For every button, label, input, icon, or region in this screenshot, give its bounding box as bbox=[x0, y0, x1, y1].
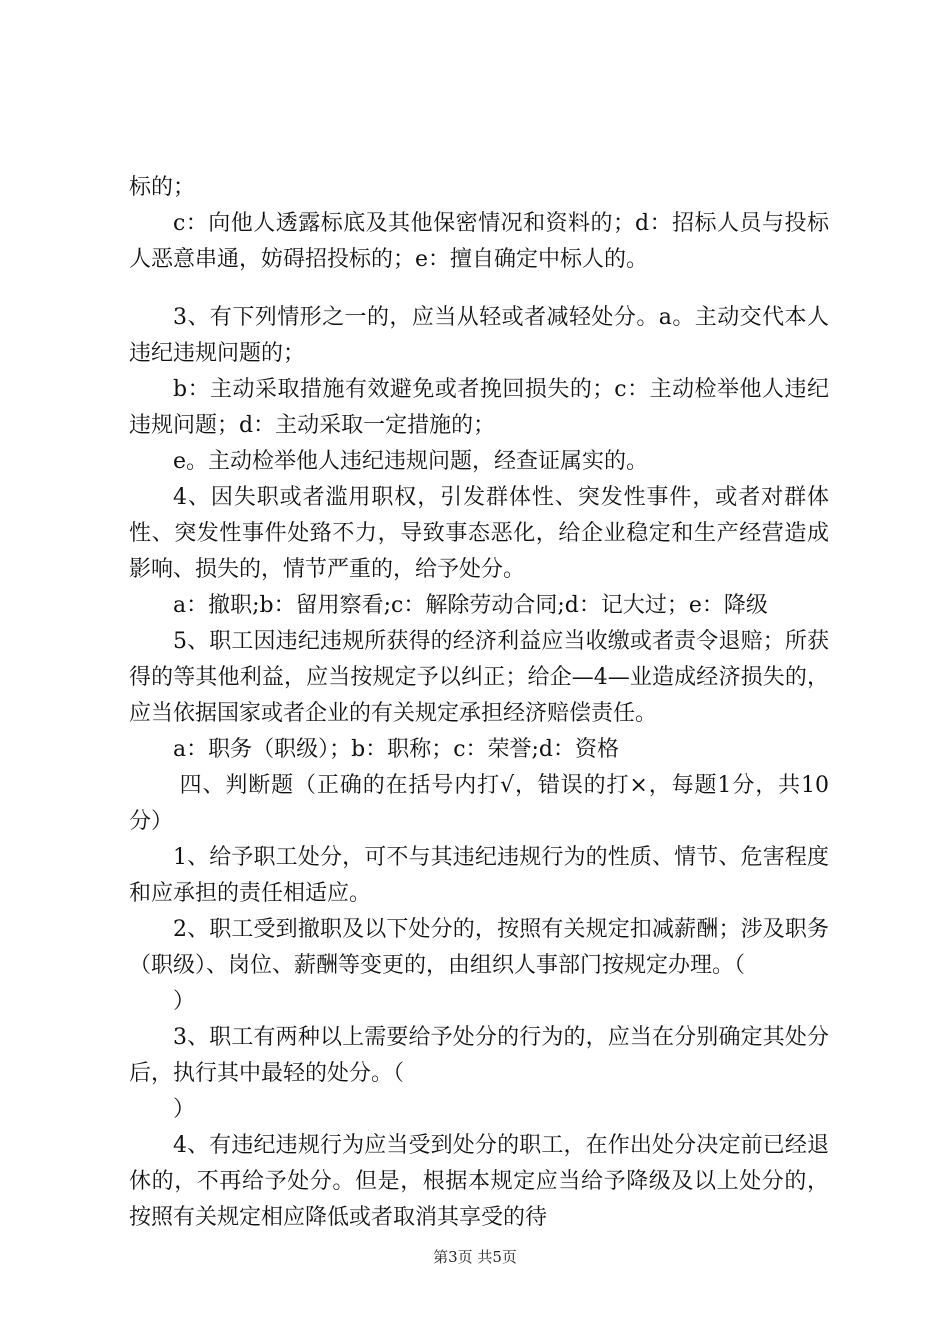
section-heading: 四、判断题（正确的在括号内打√，错误的打×，每题1分，共10分） bbox=[129, 773, 829, 834]
paragraph: 1、给予职工处分，可不与其违纪违规行为的性质、情节、危害程度和应承担的责任相适应。 bbox=[129, 845, 829, 906]
paragraph: c：向他人透露标底及其他保密情况和资料的；d：招标人员与投标人恶意串通，妨碍招投标的；e：擅自确定中标人的。 bbox=[129, 211, 829, 272]
paragraph: a：职务（职级）；b：职称；c：荣誉;d：资格 bbox=[173, 737, 620, 762]
paragraph: 标的； bbox=[129, 175, 196, 200]
paragraph: 3、职工有两种以上需要给予处分的行为的，应当在分别确定其处分后，执行其中最轻的处分。（ bbox=[129, 1025, 829, 1086]
paragraph: 5、职工因违纪违规所获得的经济利益应当收缴或者责令退赔；所获得的等其他利益，应当按规定予以纠正；给企—4—业造成经济损失的，应当依据国家或者企业的有关规定承担经济赔偿责任。 bbox=[129, 629, 829, 726]
document-body bbox=[129, 170, 829, 1236]
paragraph: 3、有下列情形之一的，应当从轻或者减轻处分。a。主动交代本人违纪违规问题的； bbox=[129, 305, 829, 366]
paragraph: ） bbox=[173, 989, 196, 1014]
paragraph: ） bbox=[173, 1097, 196, 1122]
paragraph: 4、因失职或者滥用职权，引发群体性、突发性事件，或者对群体性、突发性事件处臵不力，导致事态恶化，给企业稳定和生产经营造成影响、损失的，情节严重的，给予处分。 bbox=[129, 485, 829, 582]
page-footer: 第3页 共5页 bbox=[433, 1248, 517, 1266]
paragraph: b：主动采取措施有效避免或者挽回损失的；c：主动检举他人违纪违规问题；d：主动采取一定措施的； bbox=[129, 377, 829, 438]
paragraph: 2、职工受到撤职及以下处分的，按照有关规定扣减薪酬；涉及职务（职级）、岗位、薪酬等变更的，由组织人事部门按规定办理。（ bbox=[129, 917, 829, 978]
paragraph: e。主动检举他人违纪违规问题，经查证属实的。 bbox=[173, 449, 649, 474]
paragraph: 4、有违纪违规行为应当受到处分的职工，在作出处分决定前已经退休的，不再给予处分。但是，根据本规定应当给予降级及以上处分的，按照有关规定相应降低或者取消其享受的待 bbox=[129, 1133, 829, 1230]
paragraph: a：撤职;b：留用察看;c：解除劳动合同;d：记大过；e：降级 bbox=[173, 593, 768, 618]
